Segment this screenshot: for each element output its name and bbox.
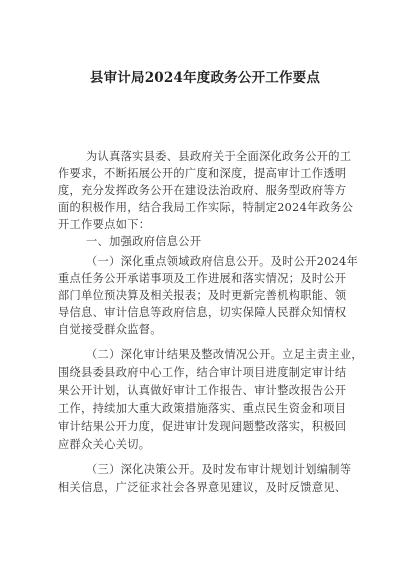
paragraph-line: 相关信息，广泛征求社会各界意见建议，及时反馈意见、 [58,481,347,494]
paragraph-line: （三）深化决策公开。及时发布审计规划计划编制等 [86,463,352,476]
paragraph-line: 面的积极作用，结合我局工作实际，特制定2024年政务公 [58,201,354,214]
document-title: 县审计局2024年度政务公开工作要点 [89,70,321,86]
paragraph-line: 作要求，不断拓展公开的广度和深度，提高审计工作透明 [58,167,347,180]
paragraph-line: 导信息、审计信息等政府信息，切实保障人民群众知情权 [58,306,347,319]
paragraph-line: 果公开计划，认真做好审计工作报告、审计整改报告公开 [58,384,347,397]
paragraph-line: 自觉接受群众监督。 [58,323,162,336]
paragraph-line: 为认真落实县委、县政府关于全面深化政务公开的工 [86,150,352,163]
paragraph-line: （二）深化审计结果及整改情况公开。立足主责主业， [86,348,363,361]
paragraph-line: 重点任务公开承诺事项及工作进展和落实情况；及时公开 [58,272,347,285]
paragraph-line: （一）深化重点领域政府信息公开。及时公开2024年 [86,255,359,268]
paragraph-line: 应群众关心关切。 [58,438,151,451]
paragraph-line: 开工作要点如下： [58,218,151,231]
paragraph-line: 审计结果公开力度，促进审计发现问题整改落实，积极回 [58,420,347,433]
section-heading: 一、加强政府信息公开 [86,235,202,248]
paragraph-line: 工作，持续加大重大政策措施落实、重点民生资金和项目 [58,402,347,415]
paragraph-line: 围绕县委县政府中心工作，结合审计项目进度制定审计结 [58,366,347,379]
paragraph-line: 部门单位预决算及相关报表；及时更新完善机构职能、领 [58,289,347,302]
paragraph-line: 度，充分发挥政务公开在建设法治政府、服务型政府等方 [58,184,347,197]
